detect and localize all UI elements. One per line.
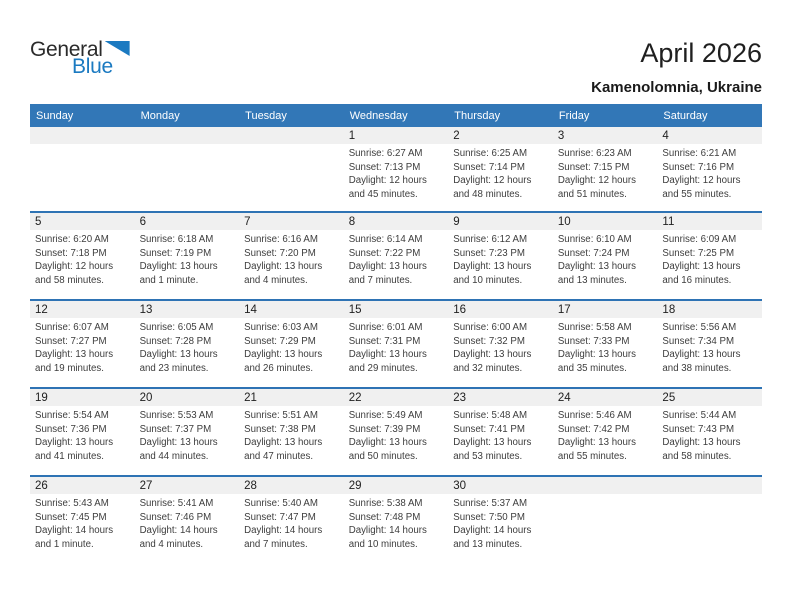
sunrise-text: Sunrise: 5:37 AM <box>453 498 528 509</box>
daylight-text: Daylight: 13 hours and 4 minutes. <box>244 261 323 286</box>
sunrise-text: Sunrise: 6:03 AM <box>244 322 318 333</box>
sunset-text: Sunset: 7:29 PM <box>244 335 316 347</box>
day-number: 19 <box>30 389 135 406</box>
day-number: 29 <box>344 477 449 494</box>
daylight-text: Daylight: 13 hours and 38 minutes. <box>662 349 741 374</box>
day-number: 30 <box>448 477 553 494</box>
empty-day-cell <box>30 127 135 211</box>
day-number: 27 <box>135 477 240 494</box>
sunrise-text: Sunrise: 6:00 AM <box>453 322 528 333</box>
weekday-header-label: Friday <box>558 109 590 122</box>
day-cell <box>135 301 240 387</box>
day-number: 13 <box>135 301 240 318</box>
sunrise-text: Sunrise: 6:27 AM <box>348 148 423 159</box>
sunset-text: Sunset: 7:19 PM <box>139 247 212 259</box>
day-number: 7 <box>239 213 344 230</box>
day-details <box>30 494 135 551</box>
sunset-text: Sunset: 7:25 PM <box>662 247 735 259</box>
daylight-text: Daylight: 13 hours and 23 minutes. <box>139 349 218 374</box>
daylight-text: Daylight: 13 hours and 58 minutes. <box>662 437 741 462</box>
day-cell <box>553 301 658 387</box>
daylight-text: Daylight: 13 hours and 35 minutes. <box>557 349 636 374</box>
day-number: 24 <box>553 389 658 406</box>
day-number: 5 <box>30 213 135 230</box>
sunset-text: Sunset: 7:32 PM <box>453 335 525 347</box>
day-number <box>657 477 762 494</box>
day-cell <box>553 389 658 475</box>
day-details <box>30 406 135 463</box>
sunset-text: Sunset: 7:16 PM <box>662 161 735 173</box>
weekday-header-label: Tuesday <box>245 109 287 122</box>
day-number: 10 <box>553 213 658 230</box>
day-number <box>135 127 240 144</box>
day-number: 15 <box>344 301 449 318</box>
daylight-text: Daylight: 13 hours and 32 minutes. <box>453 349 532 374</box>
day-details <box>344 494 449 551</box>
sunrise-text: Sunrise: 6:07 AM <box>35 322 109 333</box>
day-cell <box>448 301 553 387</box>
day-cell <box>239 213 344 299</box>
daylight-text: Daylight: 13 hours and 26 minutes. <box>244 349 323 374</box>
daylight-text: Daylight: 12 hours and 48 minutes. <box>453 175 532 200</box>
sunset-text: Sunset: 7:37 PM <box>139 423 212 435</box>
day-number <box>553 477 658 494</box>
sunset-text: Sunset: 7:41 PM <box>453 423 525 435</box>
day-cell <box>657 301 762 387</box>
weekday-header-label: Sunday <box>36 109 74 122</box>
sunset-text: Sunset: 7:31 PM <box>348 335 421 347</box>
calendar-grid <box>30 127 762 563</box>
day-cell <box>344 301 449 387</box>
daylight-text: Daylight: 14 hours and 4 minutes. <box>139 525 218 550</box>
day-number: 4 <box>657 127 762 144</box>
sunrise-text: Sunrise: 6:09 AM <box>662 234 737 245</box>
sunrise-text: Sunrise: 6:21 AM <box>662 148 737 159</box>
sunset-text: Sunset: 7:27 PM <box>35 335 107 347</box>
day-cell <box>239 301 344 387</box>
sunrise-text: Sunrise: 5:48 AM <box>453 410 528 421</box>
day-number <box>30 127 135 144</box>
day-cell <box>657 389 762 475</box>
daylight-text: Daylight: 14 hours and 10 minutes. <box>348 525 427 550</box>
sunrise-text: Sunrise: 5:51 AM <box>244 410 318 421</box>
day-number: 28 <box>239 477 344 494</box>
day-cell <box>135 389 240 475</box>
day-number: 22 <box>344 389 449 406</box>
title-block <box>591 0 762 104</box>
sunset-text: Sunset: 7:48 PM <box>348 511 421 523</box>
day-details <box>135 406 240 463</box>
sunset-text: Sunset: 7:39 PM <box>348 423 421 435</box>
week-row <box>30 211 762 299</box>
week-row <box>30 299 762 387</box>
day-cell <box>135 477 240 563</box>
day-cell <box>344 389 449 475</box>
day-cell <box>239 477 344 563</box>
daylight-text: Daylight: 12 hours and 51 minutes. <box>557 175 636 200</box>
day-details <box>448 406 553 463</box>
day-details <box>30 230 135 287</box>
sunset-text: Sunset: 7:14 PM <box>453 161 525 173</box>
day-number <box>239 127 344 144</box>
week-row <box>30 475 762 563</box>
sunrise-text: Sunrise: 6:25 AM <box>453 148 528 159</box>
day-cell <box>344 477 449 563</box>
sunrise-text: Sunrise: 6:12 AM <box>453 234 528 245</box>
day-number: 23 <box>448 389 553 406</box>
day-details <box>657 318 762 375</box>
day-details <box>135 230 240 287</box>
daylight-text: Daylight: 13 hours and 1 minute. <box>139 261 218 286</box>
logo-triangle-icon <box>105 41 130 56</box>
logo-text-blue: Blue <box>72 55 113 78</box>
sunset-text: Sunset: 7:45 PM <box>35 511 107 523</box>
day-number: 16 <box>448 301 553 318</box>
general-blue-logo <box>30 0 130 104</box>
page-title: April 2026 <box>640 38 762 68</box>
sunset-text: Sunset: 7:13 PM <box>348 161 421 173</box>
daylight-text: Daylight: 13 hours and 50 minutes. <box>348 437 427 462</box>
day-cell <box>657 127 762 211</box>
day-number: 26 <box>30 477 135 494</box>
day-details <box>239 230 344 287</box>
sunrise-text: Sunrise: 6:16 AM <box>244 234 318 245</box>
day-cell <box>135 213 240 299</box>
day-number: 9 <box>448 213 553 230</box>
sunset-text: Sunset: 7:34 PM <box>662 335 735 347</box>
day-details <box>239 494 344 551</box>
sunset-text: Sunset: 7:43 PM <box>662 423 735 435</box>
daylight-text: Daylight: 14 hours and 7 minutes. <box>244 525 323 550</box>
empty-day-cell <box>657 477 762 563</box>
day-details <box>657 230 762 287</box>
daylight-text: Daylight: 13 hours and 41 minutes. <box>35 437 114 462</box>
day-details <box>448 494 553 551</box>
daylight-text: Daylight: 13 hours and 16 minutes. <box>662 261 741 286</box>
sunset-text: Sunset: 7:47 PM <box>244 511 316 523</box>
day-number: 17 <box>553 301 658 318</box>
day-number: 25 <box>657 389 762 406</box>
sunrise-text: Sunrise: 5:58 AM <box>557 322 632 333</box>
day-details <box>553 230 658 287</box>
page-subtitle: Kamenolomnia, Ukraine <box>591 79 762 96</box>
day-details <box>344 144 449 201</box>
day-number: 12 <box>30 301 135 318</box>
day-cell <box>30 213 135 299</box>
daylight-text: Daylight: 13 hours and 7 minutes. <box>348 261 427 286</box>
day-cell <box>448 127 553 211</box>
sunset-text: Sunset: 7:22 PM <box>348 247 421 259</box>
sunrise-text: Sunrise: 6:10 AM <box>557 234 632 245</box>
sunrise-text: Sunrise: 5:46 AM <box>557 410 632 421</box>
day-cell <box>553 127 658 211</box>
day-details <box>553 318 658 375</box>
daylight-text: Daylight: 13 hours and 13 minutes. <box>557 261 636 286</box>
sunset-text: Sunset: 7:15 PM <box>557 161 630 173</box>
weekday-header-row <box>30 104 762 127</box>
daylight-text: Daylight: 13 hours and 53 minutes. <box>453 437 532 462</box>
sunrise-text: Sunrise: 5:56 AM <box>662 322 737 333</box>
day-number: 2 <box>448 127 553 144</box>
day-number: 8 <box>344 213 449 230</box>
sunrise-text: Sunrise: 6:23 AM <box>557 148 632 159</box>
day-details <box>448 230 553 287</box>
day-number: 1 <box>344 127 449 144</box>
day-number: 20 <box>135 389 240 406</box>
day-cell <box>657 213 762 299</box>
logo-text-general: General <box>30 38 103 61</box>
day-number: 3 <box>553 127 658 144</box>
sunrise-text: Sunrise: 5:53 AM <box>139 410 214 421</box>
sunrise-text: Sunrise: 6:20 AM <box>35 234 109 245</box>
sunset-text: Sunset: 7:46 PM <box>139 511 212 523</box>
sunrise-text: Sunrise: 6:01 AM <box>348 322 423 333</box>
day-details <box>344 318 449 375</box>
sunset-text: Sunset: 7:33 PM <box>557 335 630 347</box>
sunset-text: Sunset: 7:18 PM <box>35 247 107 259</box>
day-cell <box>344 127 449 211</box>
day-cell <box>344 213 449 299</box>
sunrise-text: Sunrise: 5:49 AM <box>348 410 423 421</box>
sunrise-text: Sunrise: 6:14 AM <box>348 234 423 245</box>
day-details <box>239 318 344 375</box>
sunset-text: Sunset: 7:50 PM <box>453 511 525 523</box>
day-cell <box>30 389 135 475</box>
day-details <box>135 318 240 375</box>
day-number: 14 <box>239 301 344 318</box>
sunrise-text: Sunrise: 5:41 AM <box>139 498 214 509</box>
weekday-header-label: Wednesday <box>349 109 408 122</box>
sunrise-text: Sunrise: 5:54 AM <box>35 410 109 421</box>
day-cell <box>448 213 553 299</box>
sunset-text: Sunset: 7:23 PM <box>453 247 525 259</box>
day-details <box>553 144 658 201</box>
daylight-text: Daylight: 13 hours and 55 minutes. <box>557 437 636 462</box>
day-cell <box>30 301 135 387</box>
sunset-text: Sunset: 7:38 PM <box>244 423 316 435</box>
weekday-header-label: Saturday <box>663 109 708 122</box>
sunrise-text: Sunrise: 5:43 AM <box>35 498 109 509</box>
sunrise-text: Sunrise: 5:40 AM <box>244 498 318 509</box>
day-cell <box>30 477 135 563</box>
sunrise-text: Sunrise: 6:18 AM <box>139 234 214 245</box>
sunrise-text: Sunrise: 5:38 AM <box>348 498 423 509</box>
empty-day-cell <box>239 127 344 211</box>
day-details <box>448 318 553 375</box>
daylight-text: Daylight: 12 hours and 55 minutes. <box>662 175 741 200</box>
daylight-text: Daylight: 13 hours and 19 minutes. <box>35 349 114 374</box>
weekday-header-label: Monday <box>140 109 180 122</box>
day-details <box>657 406 762 463</box>
week-row <box>30 387 762 475</box>
day-details <box>657 144 762 201</box>
page-header <box>0 0 792 104</box>
sunset-text: Sunset: 7:20 PM <box>244 247 316 259</box>
day-cell <box>448 389 553 475</box>
sunset-text: Sunset: 7:42 PM <box>557 423 630 435</box>
sunset-text: Sunset: 7:24 PM <box>557 247 630 259</box>
daylight-text: Daylight: 14 hours and 1 minute. <box>35 525 114 550</box>
day-number: 18 <box>657 301 762 318</box>
day-cell <box>448 477 553 563</box>
day-details <box>239 406 344 463</box>
sunset-text: Sunset: 7:28 PM <box>139 335 212 347</box>
day-details <box>135 494 240 551</box>
day-number: 6 <box>135 213 240 230</box>
day-details <box>448 144 553 201</box>
day-details <box>30 318 135 375</box>
daylight-text: Daylight: 12 hours and 45 minutes. <box>348 175 427 200</box>
day-details <box>344 406 449 463</box>
daylight-text: Daylight: 13 hours and 29 minutes. <box>348 349 427 374</box>
sunrise-text: Sunrise: 5:44 AM <box>662 410 737 421</box>
daylight-text: Daylight: 14 hours and 13 minutes. <box>453 525 532 550</box>
daylight-text: Daylight: 13 hours and 47 minutes. <box>244 437 323 462</box>
daylight-text: Daylight: 13 hours and 10 minutes. <box>453 261 532 286</box>
calendar <box>30 104 762 563</box>
daylight-text: Daylight: 12 hours and 58 minutes. <box>35 261 114 286</box>
week-row <box>30 127 762 211</box>
daylight-text: Daylight: 13 hours and 44 minutes. <box>139 437 218 462</box>
empty-day-cell <box>135 127 240 211</box>
day-details <box>344 230 449 287</box>
sunset-text: Sunset: 7:36 PM <box>35 423 107 435</box>
sunrise-text: Sunrise: 6:05 AM <box>139 322 214 333</box>
day-cell <box>239 389 344 475</box>
day-number: 11 <box>657 213 762 230</box>
empty-day-cell <box>553 477 658 563</box>
weekday-header-label: Thursday <box>454 109 501 122</box>
day-details <box>553 406 658 463</box>
day-cell <box>553 213 658 299</box>
day-number: 21 <box>239 389 344 406</box>
